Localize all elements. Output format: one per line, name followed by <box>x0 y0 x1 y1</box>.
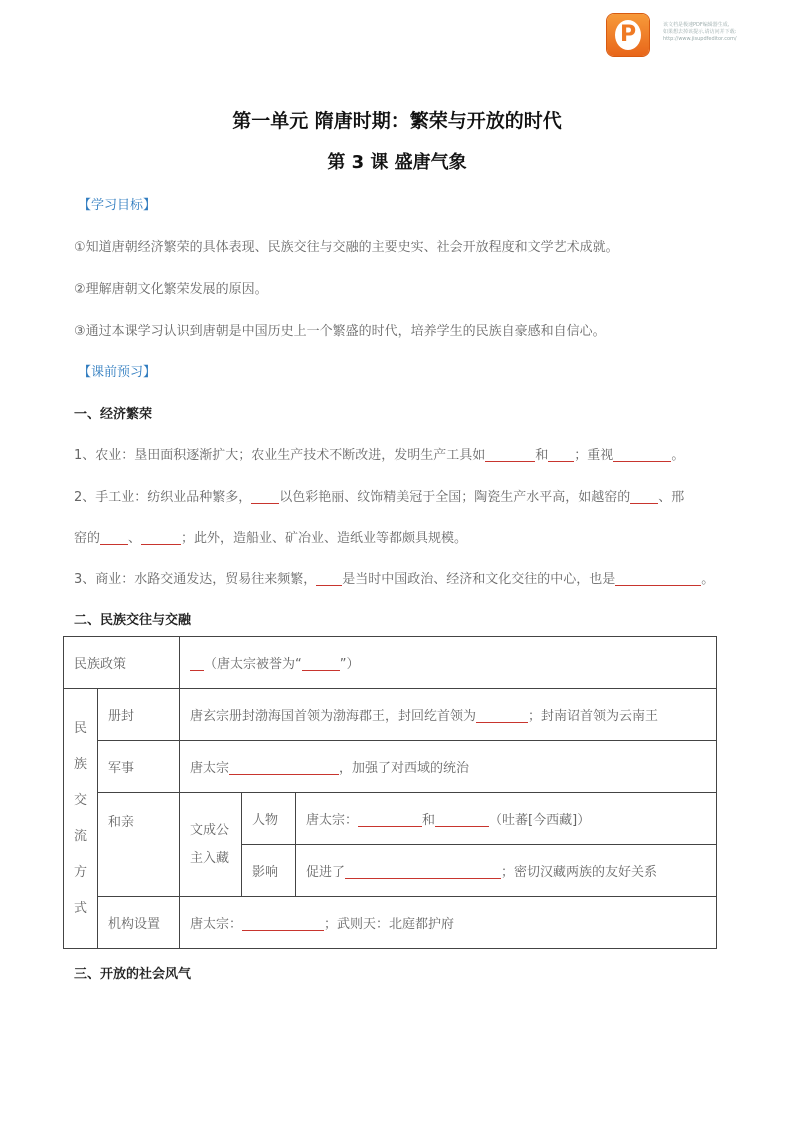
economy-line-4: 3、商业：水路交通发达，贸易往来频繁， 是当时中国政治、经济和文化交往的中心，也是 。 <box>74 572 715 587</box>
fill-blank[interactable] <box>302 656 340 671</box>
marriage-label: 和亲 <box>98 793 180 897</box>
military-label: 军事 <box>98 741 180 793</box>
table-row <box>64 689 717 741</box>
fill-blank[interactable] <box>316 571 342 586</box>
objectives-label: 【学习目标】 <box>78 198 157 213</box>
fill-blank[interactable] <box>229 760 339 775</box>
fill-blank[interactable] <box>485 447 535 462</box>
effect-label: 影响 <box>242 845 296 897</box>
person-cell: 唐太宗： 和 （吐蕃[今西藏]） <box>296 793 717 845</box>
ethnic-relations-table <box>63 636 717 949</box>
pdf-editor-logo-icon: P <box>607 14 649 56</box>
table-row <box>64 793 717 845</box>
economy-line-2: 2、手工业：纺织业品种繁多， 以色彩艳丽、纹饰精美冠于全国；陶瓷生产水平高，如越窑的 、邢 <box>74 490 685 505</box>
section-open-society-title: 三、开放的社会风气 <box>74 967 192 982</box>
policy-label: 民族政策 <box>64 637 180 689</box>
lesson-title: 第 3 课 盛唐气象 <box>327 152 467 173</box>
conferment-label: 册封 <box>98 689 180 741</box>
economy-line-3: 窑的 、 ；此外，造船业、矿冶业、造纸业等都颇具规模。 <box>74 531 468 546</box>
fill-blank[interactable] <box>630 489 658 504</box>
fill-blank[interactable] <box>615 571 701 586</box>
table-row <box>64 637 717 689</box>
economy-line-1: 1、农业：垦田面积逐渐扩大；农业生产技术不断改进，发明生产工具如 和 ；重视 。 <box>74 448 685 463</box>
preview-label: 【课前预习】 <box>78 365 157 380</box>
section-ethnic-title: 二、民族交往与交融 <box>74 613 192 628</box>
fill-blank[interactable] <box>251 489 279 504</box>
conferment-cell: 唐玄宗册封渤海国首领为渤海郡王，封回纥首领为 ；封南诏首领为云南王 <box>180 689 717 741</box>
effect-cell: 促进了 ；密切汉藏两族的友好关系 <box>296 845 717 897</box>
person-label: 人物 <box>242 793 296 845</box>
fill-blank[interactable] <box>435 812 489 827</box>
section-economy-title: 一、经济繁荣 <box>74 407 153 422</box>
fill-blank[interactable] <box>613 447 671 462</box>
watermark-text: 该文档是极速PDF编辑器生成, 如果想去掉该提示,请访问并下载: http://www.jisupdfeditor.com/ <box>663 22 737 42</box>
princess-wencheng-label: 文成公 主入藏 <box>180 793 242 897</box>
military-cell: 唐太宗 ，加强了对西域的统治 <box>180 741 717 793</box>
objective-3: ③通过本课学习认识到唐朝是中国历史上一个繁盛的时代，培养学生的民族自豪感和自信心。 <box>74 324 606 339</box>
objective-2: ②理解唐朝文化繁荣发展的原因。 <box>74 282 268 297</box>
fill-blank[interactable] <box>100 530 128 545</box>
fill-blank[interactable] <box>476 708 528 723</box>
table-row <box>64 741 717 793</box>
fill-blank[interactable] <box>190 656 204 671</box>
institution-label: 机构设置 <box>98 897 180 949</box>
policy-cell: （唐太宗被誉为“ ”） <box>180 637 717 689</box>
fill-blank[interactable] <box>358 812 422 827</box>
exchange-methods-label: 民 族 交 流 方 式 <box>64 689 98 949</box>
fill-blank[interactable] <box>548 447 574 462</box>
fill-blank[interactable] <box>141 530 181 545</box>
objective-1: ①知道唐朝经济繁荣的具体表现、民族交往与交融的主要史实、社会开放程度和文学艺术成就。 <box>74 240 619 255</box>
fill-blank[interactable] <box>345 864 501 879</box>
institution-cell: 唐太宗： ；武则天：北庭都护府 <box>180 897 717 949</box>
table-row <box>64 897 717 949</box>
unit-title: 第一单元 隋唐时期：繁荣与开放的时代 <box>232 110 562 132</box>
fill-blank[interactable] <box>242 916 324 931</box>
